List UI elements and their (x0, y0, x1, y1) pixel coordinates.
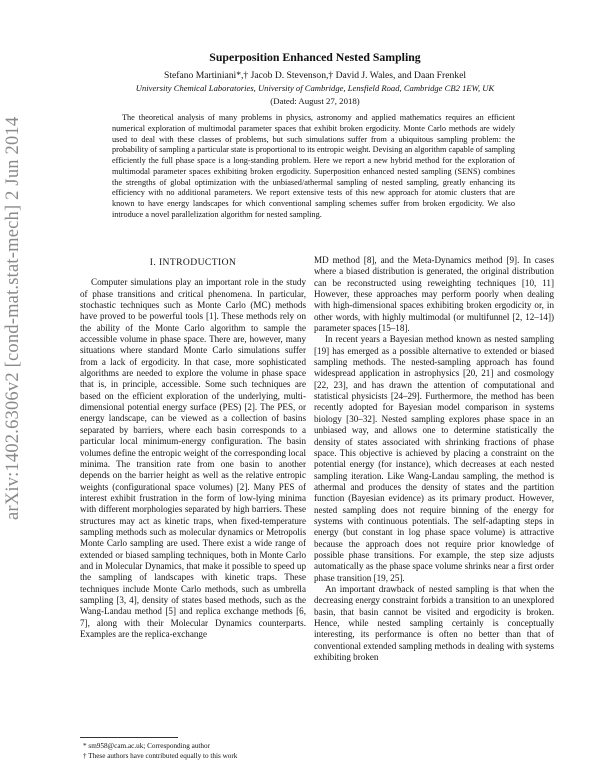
intro-paragraph-3: An important drawback of nested sampling is that when the decreasing energy constraint forbids a transition to an unexplored basin, that basin cannot be visited and ergodicity is broken. Hence, while nested sampling certainly is conceptually interesting, its performance is often no better than that of conventional extended sampling methods in dealing with systems exhibiting broken (314, 583, 554, 663)
left-column (80, 257, 306, 640)
paper-title: Superposition Enhanced Nested Sampling (209, 50, 421, 64)
arxiv-stamp: arXiv:1402.6306v2 [cond-mat.stat-mech] 2 Jun 2014 (3, 116, 23, 520)
footnote-equal-contribution: † These authors have contributed equally to this work (83, 751, 238, 760)
abstract (112, 113, 515, 221)
affiliation: University Chemical Laboratories, University of Cambridge, Lensfield Road, Cambridge CB2 1EW, UK (135, 83, 495, 93)
intro-paragraph-1-cont: MD method [8], and the Meta-Dynamics method [9]. In cases where a biased distribution is generated, the original distribution can be reconstructed using reweighting techniques [10, 11] However, these approaches may perform poorly when dealing with high-dimensional spaces exhibiting broken ergodicity or, in other words, with highly multimodal (or multifunnel [2, 12–14]) parameter spaces [15–18]. (314, 255, 554, 334)
footnote-rule (80, 737, 178, 738)
author-list: Stefano Martiniani*,† Jacob D. Stevenson,† David J. Wales, and Daan Frenkel (164, 70, 466, 81)
section-heading: I. INTRODUCTION (149, 257, 237, 268)
intro-paragraph-1: Computer simulations play an important role in the study of phase transitions and critical phenomena. In particular, stochastic techniques such as Monte Carlo (MC) methods have proved to be powerful tools [1]. These methods rely on the ability of the Monte Carlo algorithm to sample the accessible volume in phase space. There are, however, many situations where standard Monte Carlo simulations suffer from a lack of ergodicity. In that case, more sophisticated algorithms are needed to explore the volume in phase space that is, in principle, accessible. Some such techniques are based on the efficient exploration of the underlying, multi-dimensional potential energy surface (PES) [2]. The PES, or energy landscape, can be viewed as a collection of basins separated by barriers, where each basin corresponds to a particular local minimum-energy configuration. The basin volumes define the entropic weight of the corresponding local minima. The transition rate from one basin to another depends on the barrier height as well as the relative entropic weights (configurational space volumes) [2]. Many PES of interest exhibit frustration in the form of low-lying minima with different morphologies separated by high barriers. These structures may act as kinetic traps, when fixed-temperature sampling methods such as molecular dynamics or Metropolis Monte Carlo sampling are used. There exist a wide range of extended or biased sampling techniques, both in Monte Carlo and in Molecular Dynamics, that make it possible to speed up the sampling of landscapes with kinetic traps. These techniques include Monte Carlo methods, such as umbrella sampling [3, 4], density of states based methods, such as the Wang-Landau method [5] and replica exchange methods [6, 7], along with their Molecular Dynamics counterparts. Examples are the replica-exchange (80, 277, 306, 639)
right-column (314, 255, 554, 663)
date-line: (Dated: August 27, 2018) (270, 96, 360, 106)
abstract-text: The theoretical analysis of many problems in physics, astronomy and applied mathematics requires an efficient numerical exploration of multimodal parameter spaces that exhibit broken ergodicity. Monte Carlo methods are widely used to deal with these classes of problems, but such simulations suffer from a ubiquitous sampling problem: the probability of sampling a particular state is proportional to its entropic weight. Devising an algorithm capable of sampling efficiently the full phase space is a long-standing problem. Here we report a new hybrid method for the exploration of multimodal parameter spaces exhibiting broken ergodicity. Superposition enhanced nested sampling (SENS) combines the strengths of global optimization with the unbiased/athermal sampling of nested sampling, greatly enhancing its efficiency with no additional parameters. We report extensive tests of this new approach for atomic clusters that are known to have energy landscapes for which conventional sampling schemes suffer from broken ergodicity. We also introduce a novel parallelization algorithm for nested sampling. (112, 113, 515, 219)
intro-paragraph-2: In recent years a Bayesian method known as nested sampling [19] has emerged as a possible alternative to extended or biased sampling methods. The nested-sampling approach has found widespread application in astrophysics [20, 21] and cosmology [22, 23], and has drawn the attention of computational and statistical physicists [24–29]. Furthermore, the method has been recently adopted for Bayesian model comparison in systems biology [30–32]. Nested sampling explores phase space in an unbiased way, and allows one to determine statistically the density of states associated with shrinking fractions of phase space. This objective is achieved by placing a constraint on the potential energy (for instance), which decreases at each nested sampling iteration. Like Wang-Landau sampling, the method is athermal and produces the density of states and the partition function (Bayesian evidence) as its primary product. However, nested sampling does not require binning of the energy for systems with continuous potentials. The self-adapting steps in energy (but constant in log phase space volume) is attractive because the approach does not require prior knowledge of possible phase transitions. For example, the step size adjusts automatically as the phase space volume shrinks near a first order phase transition [19, 25]. (314, 334, 554, 583)
footnotes (80, 742, 306, 761)
footnote-email: * sm958@cam.ac.uk; Corresponding author (83, 742, 210, 750)
